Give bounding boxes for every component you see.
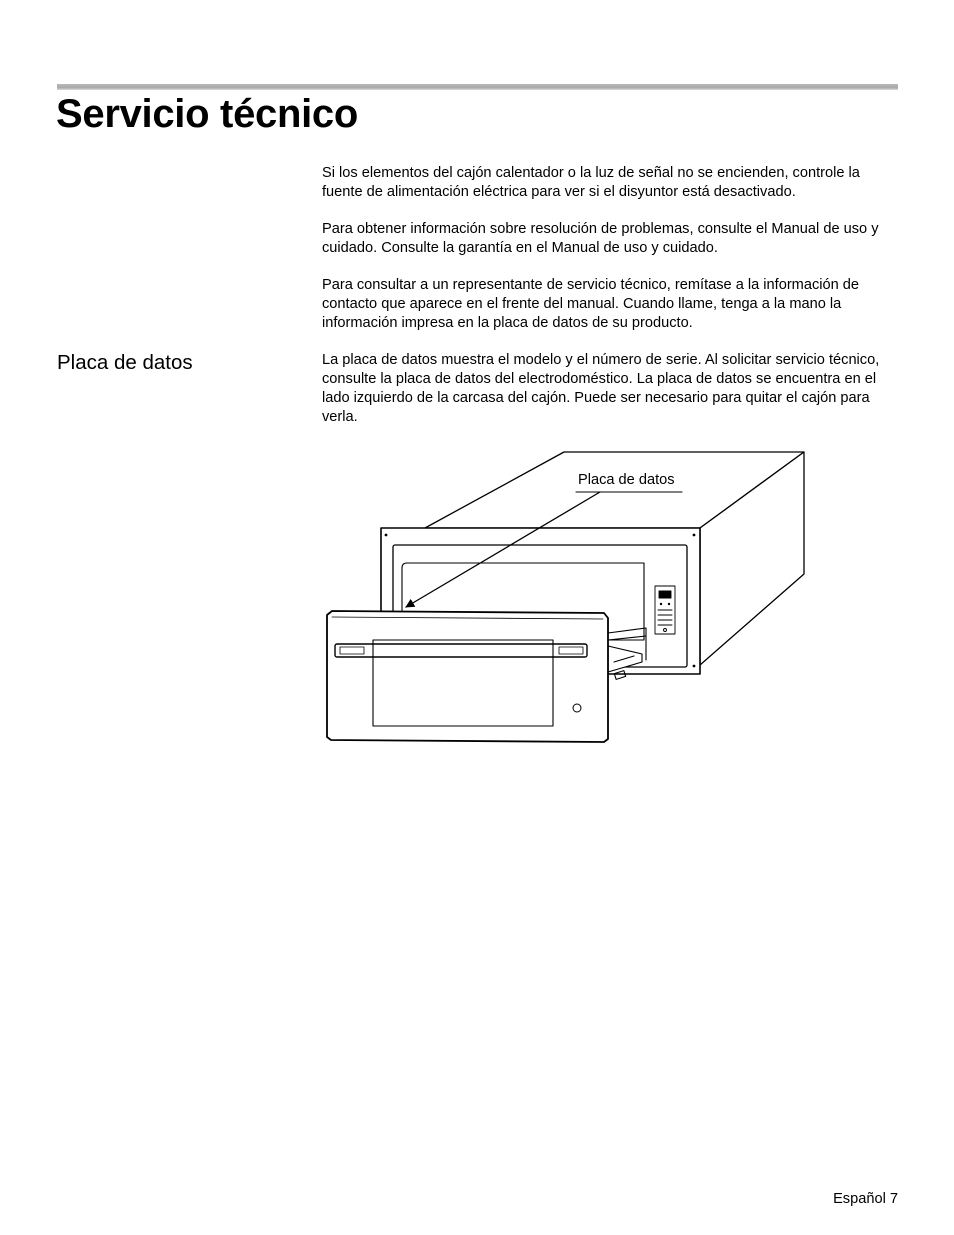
section-heading-data-plate: Placa de datos bbox=[57, 351, 193, 374]
warming-drawer-illustration bbox=[322, 450, 808, 744]
page-title: Servicio técnico bbox=[56, 92, 358, 136]
paragraph-breaker-check: Si los elementos del cajón calentador o la luz de señal no se encienden, controle la fuente de alimentación eléctrica para ver si el disyuntor está desactivado. bbox=[322, 165, 860, 200]
paragraph-troubleshooting: Para obtener información sobre resolución de problemas, consulte el Manual de uso y cuidado. Consulte la garantía en el Manual de uso y cuidado. bbox=[322, 221, 879, 256]
figure-callout-label: Placa de datos bbox=[578, 472, 675, 488]
drawer-front bbox=[327, 611, 608, 742]
page-number: Español 7 bbox=[833, 1191, 898, 1207]
paragraph-service-contact: Para consultar a un representante de servicio técnico, remítase a la información de contacto que aparece en el frente del manual. Cuando llame, tenga a la mano la información impresa en la placa de datos de su producto. bbox=[322, 277, 860, 331]
paragraph-data-plate: La placa de datos muestra el modelo y el número de serie. Al solicitar servicio técnico, consulte la placa de datos del electrodoméstico. La placa de datos se encuentra en el lado izquierdo de la carcasa del cajón. Puede ser necesario para quitar el cajón para verla. bbox=[322, 352, 880, 425]
